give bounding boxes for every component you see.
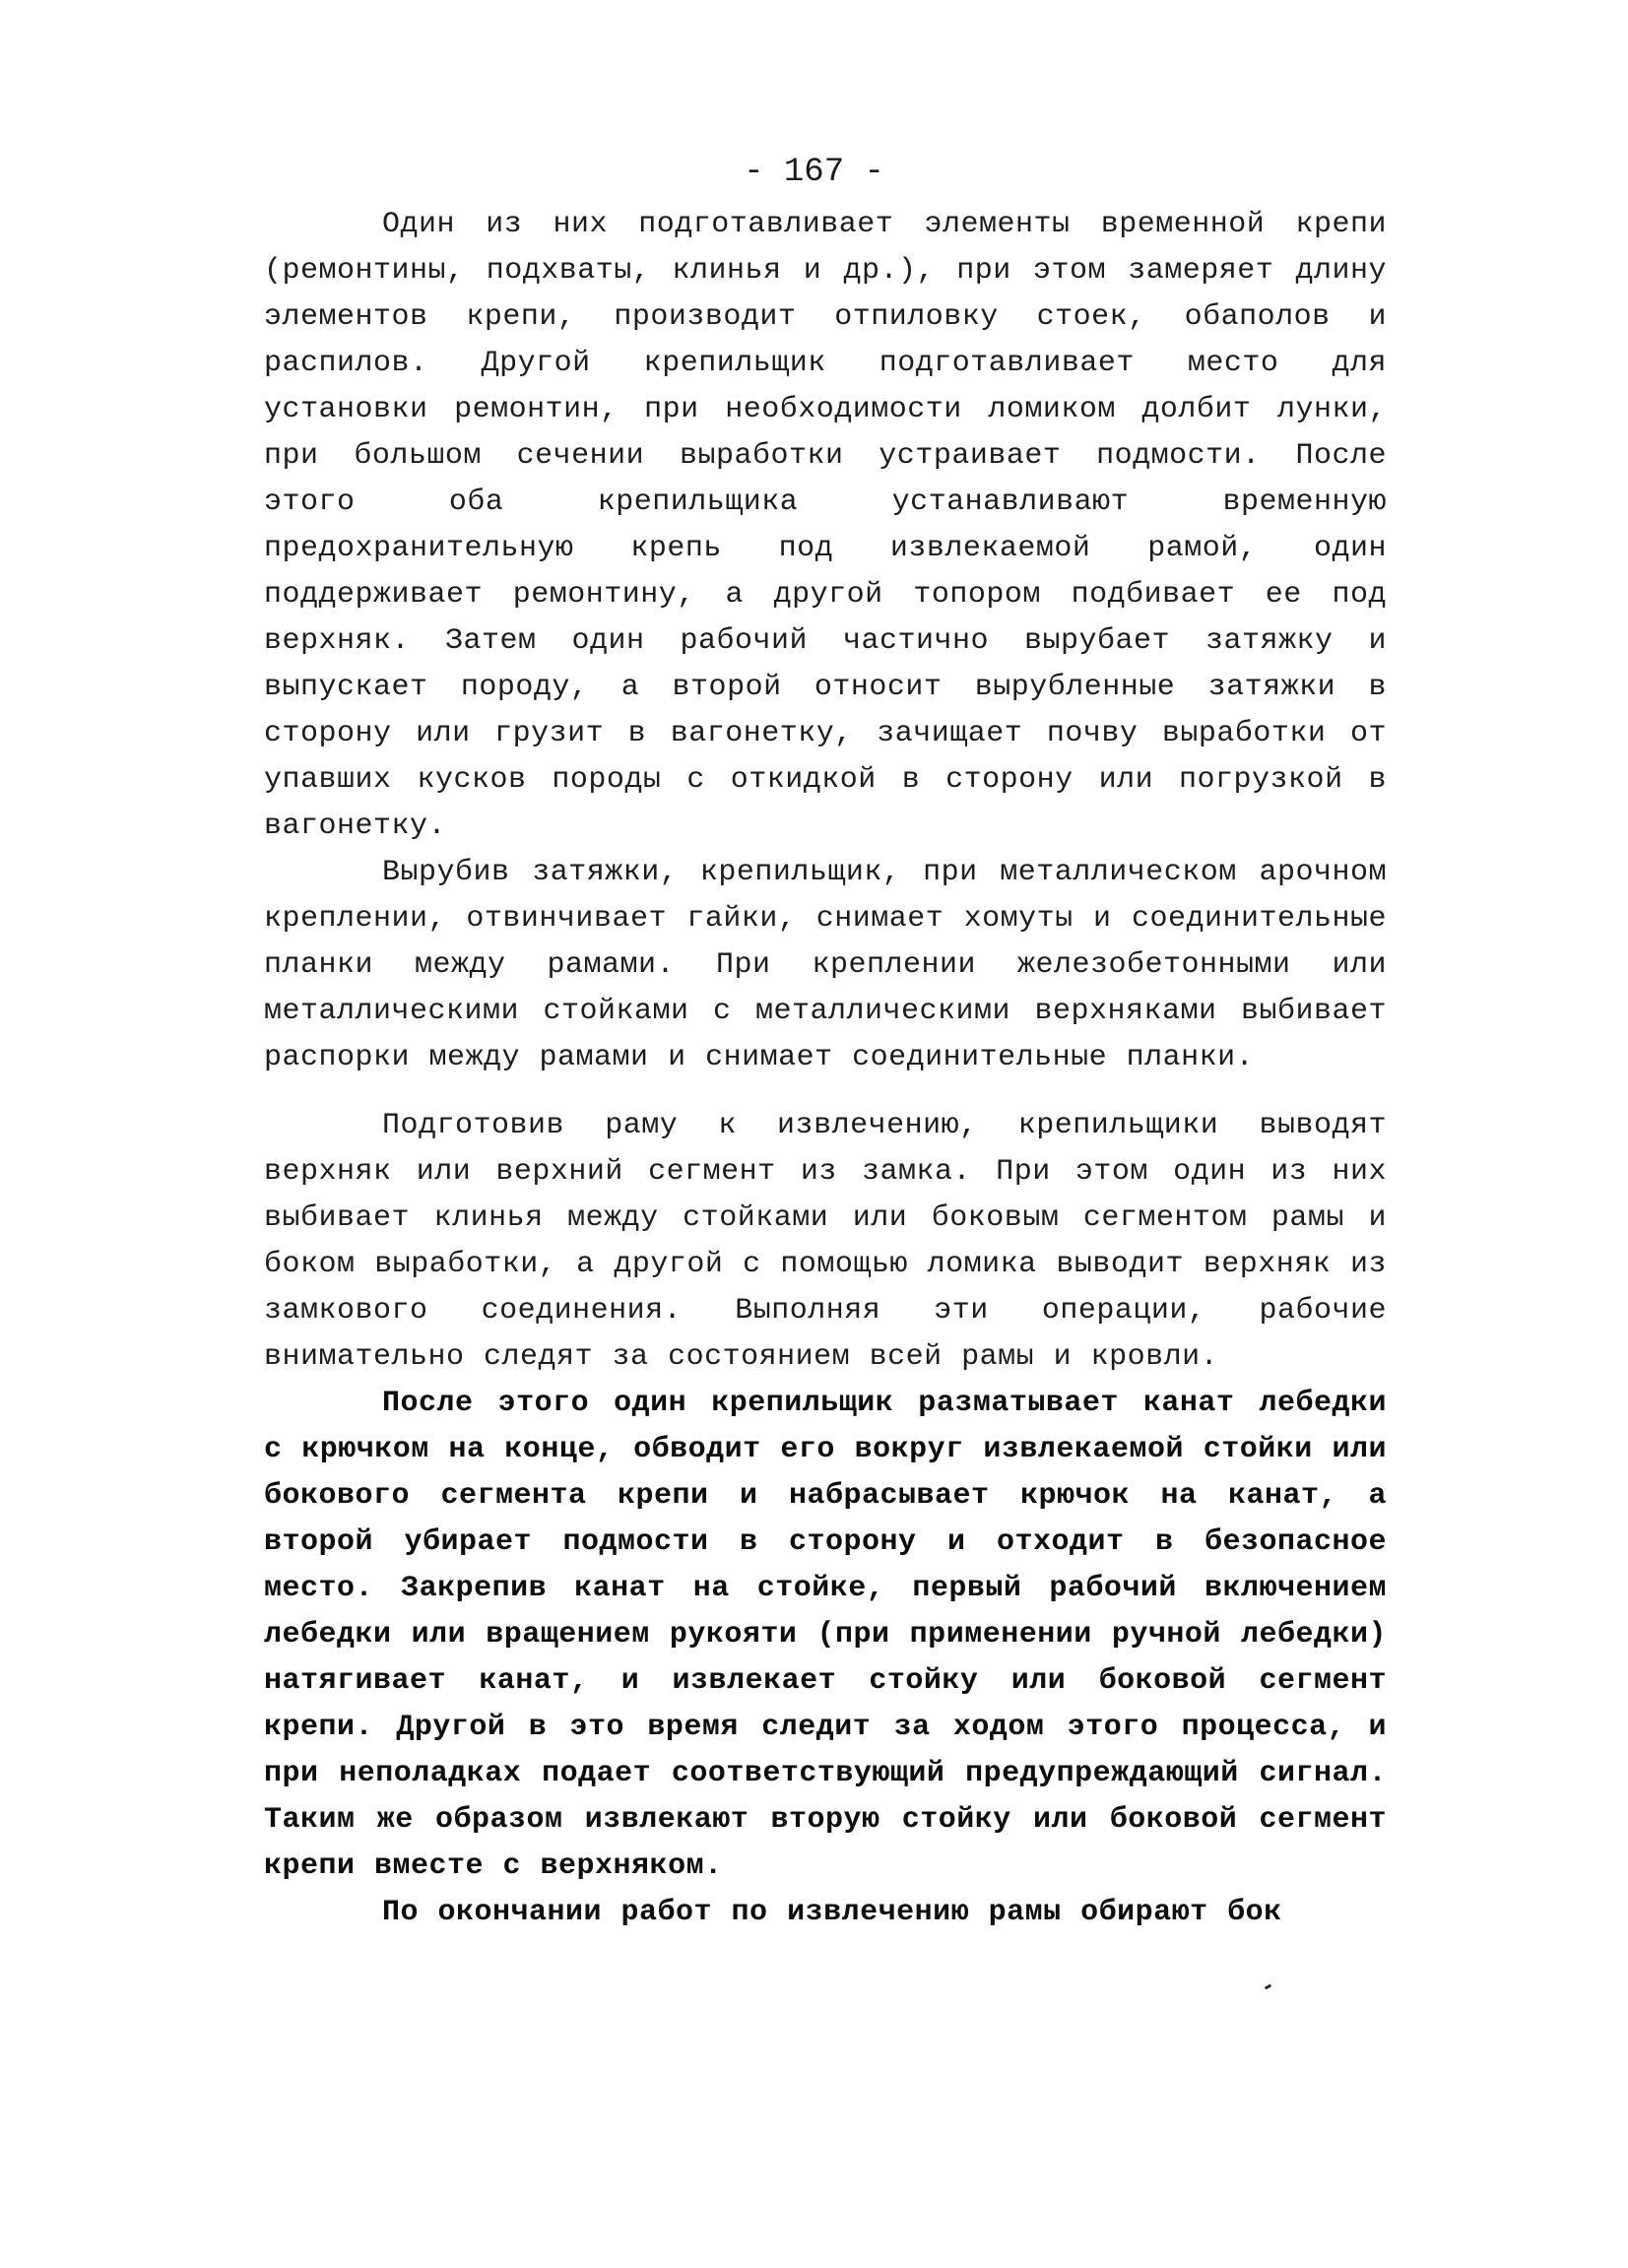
paragraph: Подготовив раму к извлечению, крепильщики выводят верхняк или верхний сегмент из замка. При этом один из них выбивает клинья между стойками или боковым сегментом рамы и боком выработки, а другой с помощью ломика выводит верхняк из замкового соединения. Выполняя эти операции, рабочие внимательно следят за состоянием всей рамы и кровли.	[264, 1109, 1387, 1374]
paragraph: Один из них подготавливает элементы временной крепи (ремонтины, подхваты, клинья и др.), при этом замеряет длину элементов крепи, производит отпиловку стоек, обаполов и распилов. Другой крепильщик подготавливает место для установки ремонтин, при необходимости ломиком долбит лунки, при большом сечении выработки устраивает подмости. После этого оба крепильщика устанавливают временную предохранительную крепь под извлекаемой рамой, один поддерживает ремонтину, а другой топором подбивает ее под верхняк. Затем один рабочий частично вырубает затяжку и выпускает породу, а второй относит вырубленные затяжки в сторону или грузит в вагонетку, зачищает почву выработки от упавших кусков породы с откидкой в сторону или погрузкой в вагонетку.	[264, 208, 1387, 843]
body-text	[264, 202, 1387, 1936]
ink-speck	[1265, 1983, 1272, 1989]
paragraph: По окончании работ по извлечению рамы обирают бок	[382, 1896, 1282, 1929]
paragraph: Вырубив затяжки, крепильщик, при металлическом арочном креплении, отвинчивает гайки, снимает хомуты и соединительные планки между рамами. При креплении железобетонными или металлическими стойками с металлическими верхняками выбивает распорки между рамами и снимает соединительные планки.	[264, 856, 1387, 1074]
page-number: - 167 -	[744, 154, 884, 191]
paragraph: После этого один крепильщик разматывает канат лебедки с крючком на конце, обводит его вокруг извлекаемой стойки или бокового сегмента крепи и набрасывает крючок на канат, а второй убирает подмости в сторону и отходит в безопасное место. Закрепив канат на стойке, первый рабочий включением лебедки или вращением рукояти (при применении ручной лебедки) натягивает канат, и извлекает стойку или боковой сегмент крепи. Другой в это время следит за ходом этого процесса, и при неполадках подает соответствующий предупреждающий сигнал. Таким же образом извлекают вторую стойку или боковой сегмент крепи вместе с верхняком.	[264, 1387, 1387, 1883]
